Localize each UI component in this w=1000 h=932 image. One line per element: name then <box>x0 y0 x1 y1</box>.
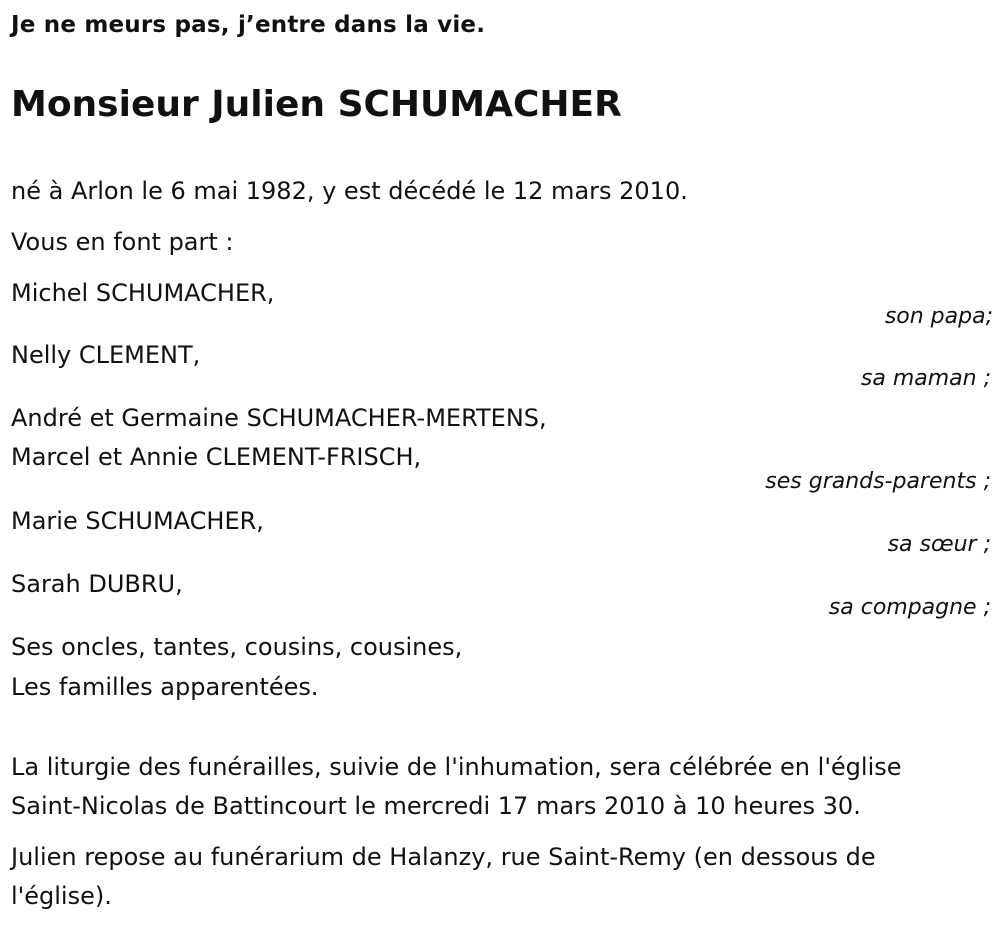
mourner-relation: sa compagne ; <box>828 595 991 620</box>
mourner-name: Michel SCHUMACHER, <box>11 279 275 307</box>
funeral-line: Saint-Nicolas de Battincourt le mercredi 17 mars 2010 à 10 heures 30. <box>11 792 861 820</box>
extended-family-line: Ses oncles, tantes, cousins, cousines, <box>11 633 463 661</box>
mourner-relation: ses grands-parents ; <box>765 469 991 494</box>
birth-death-line: né à Arlon le 6 mai 1982, y est décédé le 12 mars 2010. <box>11 177 688 205</box>
mourner-name: Sarah DUBRU, <box>11 570 183 598</box>
extended-family-line: Les familles apparentées. <box>11 673 319 701</box>
mourner-name: Nelly CLEMENT, <box>11 341 201 369</box>
repose-line: Julien repose au funérarium de Halanzy, rue Saint-Remy (en dessous de <box>11 843 876 871</box>
mourner-name: André et Germaine SCHUMACHER-MERTENS, <box>11 404 547 432</box>
intro-line: Vous en font part : <box>11 228 234 256</box>
page-title: Monsieur Julien SCHUMACHER <box>11 84 622 125</box>
mourner-relation: son papa; <box>884 304 993 329</box>
mourner-relation: sa sœur ; <box>887 532 991 557</box>
funeral-line: La liturgie des funérailles, suivie de l'inhumation, sera célébrée en l'église <box>11 753 902 781</box>
mourner-name: Marcel et Annie CLEMENT-FRISCH, <box>11 443 422 471</box>
mourner-relation: sa maman ; <box>860 366 991 391</box>
motto: Je ne meurs pas, j’entre dans la vie. <box>11 12 486 38</box>
repose-line: l'église). <box>11 882 112 910</box>
mourner-name: Marie SCHUMACHER, <box>11 507 264 535</box>
